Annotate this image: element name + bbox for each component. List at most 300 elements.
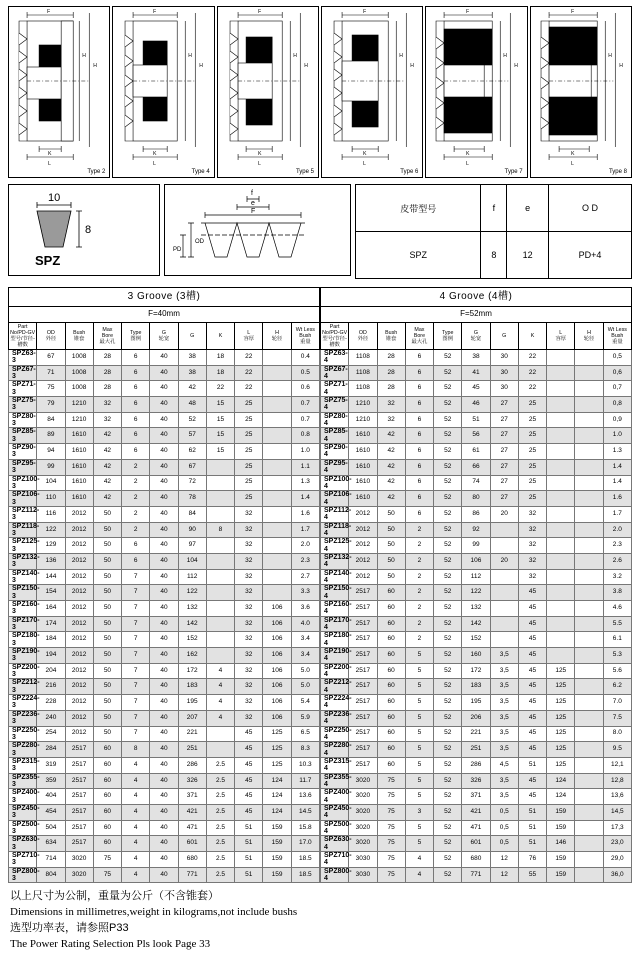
cell-r11-c8: 32 — [235, 522, 263, 538]
cell-r7-c1: 99 — [37, 459, 65, 475]
cell-r21-c0: SPZ212-4 — [321, 679, 349, 695]
cell-r20-c10: 5.6 — [603, 663, 631, 679]
cell-r22-c9: 106 — [263, 695, 291, 711]
svg-text:L: L — [257, 161, 261, 167]
cell-r26-c6: 286 — [178, 757, 206, 773]
cell-r30-c2: 75 — [377, 820, 405, 836]
cell-r0-c4: 52 — [434, 350, 462, 366]
cell-r4-c5: 51 — [462, 412, 490, 428]
cell-r17-c0: SPZ170-4 — [321, 616, 349, 632]
cell-r13-c7: 32 — [518, 553, 546, 569]
cell-r13-c2: 2012 — [65, 553, 93, 569]
cell-r33-c2: 75 — [377, 867, 405, 883]
cell-r11-c7: 8 — [206, 522, 234, 538]
cell-r32-c0: SPZ710-3 — [9, 852, 37, 868]
cell-r17-c4: 7 — [122, 616, 150, 632]
cell-r19-c5: 160 — [462, 648, 490, 664]
cell-r23-c0: SPZ236-4 — [321, 710, 349, 726]
cell-r31-c4: 4 — [122, 836, 150, 852]
cell-r30-c3: 5 — [405, 820, 433, 836]
cell-r8-c5: 74 — [462, 475, 490, 491]
cell-r20-c7: 45 — [518, 663, 546, 679]
cell-r20-c9: 106 — [263, 663, 291, 679]
cell-r26-c1: 319 — [37, 757, 65, 773]
cell-r21-c1: 216 — [37, 679, 65, 695]
cell-r4-c9 — [263, 412, 291, 428]
cell-r6-c4: 52 — [434, 444, 462, 460]
table-row — [321, 444, 632, 460]
cell-r27-c5: 326 — [462, 773, 490, 789]
cell-r10-c7 — [206, 506, 234, 522]
cell-r29-c7: 2.5 — [206, 804, 234, 820]
mini-header-e: e — [507, 185, 549, 232]
cell-r21-c5: 183 — [462, 679, 490, 695]
cell-r13-c10: 2.3 — [291, 553, 319, 569]
table-row — [321, 616, 632, 632]
cell-r22-c4: 7 — [122, 695, 150, 711]
cell-r12-c10: 2.3 — [603, 538, 631, 554]
cell-r16-c6 — [490, 601, 518, 617]
column-header-10: Wt Less Bush 重量 — [603, 323, 631, 350]
cell-r16-c10: 4.6 — [603, 601, 631, 617]
table-row — [321, 710, 632, 726]
cell-r31-c5: 40 — [150, 836, 178, 852]
svg-text:10: 10 — [48, 192, 61, 204]
cell-r4-c5: 40 — [150, 412, 178, 428]
cell-r1-c7: 22 — [518, 365, 546, 381]
svg-text:K: K — [48, 151, 52, 157]
cell-r14-c3: 50 — [93, 569, 121, 585]
cell-r33-c0: SPZ800-4 — [321, 867, 349, 883]
belt-dimension-table — [355, 184, 632, 279]
cell-r15-c5: 122 — [462, 585, 490, 601]
cell-r3-c6: 27 — [490, 397, 518, 413]
cell-r11-c2: 2012 — [65, 522, 93, 538]
cell-r18-c6 — [490, 632, 518, 648]
mini-header-od: O D — [549, 185, 632, 232]
svg-text:PD: PD — [173, 247, 182, 253]
cell-r21-c9: 106 — [263, 679, 291, 695]
cell-r9-c2: 42 — [377, 491, 405, 507]
svg-text:L: L — [48, 161, 51, 167]
cell-r2-c3: 6 — [405, 381, 433, 397]
table-title-row — [9, 288, 320, 307]
cell-r31-c1: 3020 — [349, 836, 377, 852]
cell-r1-c10: 0.5 — [291, 365, 319, 381]
cell-r20-c5: 40 — [150, 663, 178, 679]
cell-r29-c0: SPZ450-3 — [9, 804, 37, 820]
cell-r15-c10: 3.8 — [603, 585, 631, 601]
svg-text:K: K — [363, 151, 367, 157]
cell-r33-c1: 804 — [37, 867, 65, 883]
cell-r10-c9 — [263, 506, 291, 522]
cell-r2-c0: SPZ71-3 — [9, 381, 37, 397]
cell-r24-c6: 221 — [178, 726, 206, 742]
cell-r31-c9: 159 — [263, 836, 291, 852]
cell-r29-c3: 3 — [405, 804, 433, 820]
cell-r1-c1: 1108 — [349, 365, 377, 381]
cell-r1-c8: 22 — [235, 365, 263, 381]
mini-table-row — [356, 232, 632, 279]
cell-r27-c5: 40 — [150, 773, 178, 789]
column-header-7: K — [518, 323, 546, 350]
cell-r20-c4: 7 — [122, 663, 150, 679]
cell-r0-c7: 18 — [206, 350, 234, 366]
cell-r7-c3: 6 — [405, 459, 433, 475]
table-row — [321, 412, 632, 428]
cell-r17-c2: 2012 — [65, 616, 93, 632]
table-subtitle: F=52mm — [321, 307, 632, 323]
cell-r0-c5: 38 — [462, 350, 490, 366]
cell-r22-c7: 45 — [518, 695, 546, 711]
groove-profile-diagram — [164, 184, 351, 276]
cell-r23-c9: 106 — [263, 710, 291, 726]
cell-r21-c5: 40 — [150, 679, 178, 695]
cell-r28-c2: 75 — [377, 789, 405, 805]
cell-r25-c8: 45 — [235, 742, 263, 758]
cell-r10-c1: 116 — [37, 506, 65, 522]
cell-r25-c10: 9.5 — [603, 742, 631, 758]
cell-r11-c0: SPZ118-4 — [321, 522, 349, 538]
cell-r2-c0: SPZ71-4 — [321, 381, 349, 397]
cell-r8-c1: 104 — [37, 475, 65, 491]
cell-r13-c10: 2.6 — [603, 553, 631, 569]
cell-r30-c0: SPZ500-4 — [321, 820, 349, 836]
mini-table-header-row — [356, 185, 632, 232]
table-row — [9, 616, 320, 632]
cell-r2-c1: 75 — [37, 381, 65, 397]
cell-r19-c7 — [206, 648, 234, 664]
cell-r6-c6: 27 — [490, 444, 518, 460]
pulley-diagram-type7 — [425, 6, 527, 178]
cell-r26-c2: 2517 — [65, 757, 93, 773]
cell-r22-c8: 32 — [235, 695, 263, 711]
cell-r19-c6: 162 — [178, 648, 206, 664]
cell-r4-c6: 52 — [178, 412, 206, 428]
table-3-groove-wrapper — [8, 287, 320, 883]
column-header-3: Max Bore 最大孔 — [405, 323, 433, 350]
cell-r17-c3: 2 — [405, 616, 433, 632]
cell-r7-c6: 67 — [178, 459, 206, 475]
cell-r19-c1: 2517 — [349, 648, 377, 664]
cell-r22-c1: 2517 — [349, 695, 377, 711]
svg-text:K: K — [257, 151, 262, 157]
cell-r16-c2: 2012 — [65, 601, 93, 617]
column-header-9: H 轮径 — [263, 323, 291, 350]
cell-r23-c2: 2012 — [65, 710, 93, 726]
cell-r31-c2: 75 — [377, 836, 405, 852]
cell-r31-c2: 2517 — [65, 836, 93, 852]
cell-r19-c10: 5.3 — [603, 648, 631, 664]
cell-r33-c2: 3020 — [65, 867, 93, 883]
cell-r32-c6: 12 — [490, 852, 518, 868]
cell-r0-c2: 1008 — [65, 350, 93, 366]
cell-r10-c5: 40 — [150, 506, 178, 522]
cell-r4-c1: 1210 — [349, 412, 377, 428]
cell-r30-c9 — [575, 820, 603, 836]
cell-r24-c4: 52 — [434, 726, 462, 742]
cell-r9-c4: 52 — [434, 491, 462, 507]
cell-r9-c9 — [263, 491, 291, 507]
cell-r10-c2: 2012 — [65, 506, 93, 522]
cell-r7-c8: 25 — [235, 459, 263, 475]
cell-r1-c0: SPZ67-3 — [9, 365, 37, 381]
cell-r32-c9: 159 — [263, 852, 291, 868]
cell-r21-c1: 2517 — [349, 679, 377, 695]
cell-r16-c5: 132 — [462, 601, 490, 617]
cell-r14-c7 — [206, 569, 234, 585]
cell-r14-c6 — [490, 569, 518, 585]
cell-r29-c9: 124 — [263, 804, 291, 820]
mini-cell-f: 8 — [481, 232, 507, 279]
cell-r23-c3: 50 — [93, 710, 121, 726]
svg-text:L: L — [466, 161, 470, 167]
cell-r8-c10: 1.4 — [603, 475, 631, 491]
cell-r25-c6: 3,5 — [490, 742, 518, 758]
cell-r17-c5: 142 — [462, 616, 490, 632]
cell-r11-c9 — [575, 522, 603, 538]
cell-r22-c0: SPZ224-4 — [321, 695, 349, 711]
cell-r31-c6: 0,5 — [490, 836, 518, 852]
table-row — [9, 773, 320, 789]
cell-r32-c3: 75 — [93, 852, 121, 868]
cell-r22-c6: 3,5 — [490, 695, 518, 711]
table-4-groove — [320, 287, 632, 883]
cell-r18-c6: 152 — [178, 632, 206, 648]
cell-r14-c0: SPZ140-3 — [9, 569, 37, 585]
cell-r6-c2: 1610 — [65, 444, 93, 460]
cell-r7-c9 — [263, 459, 291, 475]
cell-r13-c6: 104 — [178, 553, 206, 569]
cell-r33-c7: 55 — [518, 867, 546, 883]
cell-r14-c4: 52 — [434, 569, 462, 585]
cell-r12-c9 — [263, 538, 291, 554]
cell-r3-c8: 25 — [235, 397, 263, 413]
column-header-9: H 轮径 — [575, 323, 603, 350]
cell-r9-c4: 2 — [122, 491, 150, 507]
table-row — [321, 757, 632, 773]
mini-header-belt-type: 皮带型号 — [356, 185, 481, 232]
cell-r8-c3: 6 — [405, 475, 433, 491]
cell-r14-c2: 2012 — [65, 569, 93, 585]
cell-r13-c0: SPZ132-4 — [321, 553, 349, 569]
cell-r12-c1: 129 — [37, 538, 65, 554]
cell-r2-c4: 6 — [122, 381, 150, 397]
cell-r5-c9 — [263, 428, 291, 444]
cell-r8-c8: 25 — [235, 475, 263, 491]
cell-r29-c1: 3020 — [349, 804, 377, 820]
cell-r17-c10: 5.5 — [603, 616, 631, 632]
cell-r15-c7 — [206, 585, 234, 601]
cell-r12-c3: 50 — [93, 538, 121, 554]
note-line-3: 选型功率表，请参照P33 — [10, 922, 129, 935]
table-row — [9, 538, 320, 554]
cell-r27-c4: 52 — [434, 773, 462, 789]
cell-r1-c3: 28 — [93, 365, 121, 381]
cell-r3-c5: 46 — [462, 397, 490, 413]
cell-r5-c1: 1610 — [349, 428, 377, 444]
cell-r11-c10: 2.0 — [603, 522, 631, 538]
column-header-8: L 容厚 — [235, 323, 263, 350]
cell-r0-c3: 6 — [405, 350, 433, 366]
cell-r2-c10: 0,7 — [603, 381, 631, 397]
cell-r16-c4: 7 — [122, 601, 150, 617]
cell-r27-c8: 45 — [235, 773, 263, 789]
cell-r1-c0: SPZ67-4 — [321, 365, 349, 381]
cell-r19-c10: 3.4 — [291, 648, 319, 664]
cell-r20-c3: 50 — [93, 663, 121, 679]
cell-r32-c10: 29,0 — [603, 852, 631, 868]
diagram-label: Type 7 — [504, 169, 523, 175]
cell-r5-c9 — [575, 428, 603, 444]
cell-r18-c8 — [547, 632, 575, 648]
cell-r26-c5: 286 — [462, 757, 490, 773]
cell-r20-c6: 172 — [178, 663, 206, 679]
cell-r23-c8: 125 — [547, 710, 575, 726]
cell-r8-c6: 27 — [490, 475, 518, 491]
cell-r6-c0: SPZ90-3 — [9, 444, 37, 460]
table-row — [9, 726, 320, 742]
cell-r27-c2: 2517 — [65, 773, 93, 789]
cell-r3-c2: 1210 — [65, 397, 93, 413]
cell-r20-c7: 4 — [206, 663, 234, 679]
cell-r30-c1: 504 — [37, 820, 65, 836]
cell-r15-c3: 2 — [405, 585, 433, 601]
cell-r31-c10: 17.0 — [291, 836, 319, 852]
cell-r0-c8 — [547, 350, 575, 366]
cell-r10-c0: SPZ112-4 — [321, 506, 349, 522]
column-header-0: Part No/PD-GV 型号/节径-槽数 — [322, 323, 348, 349]
cell-r17-c7: 45 — [518, 616, 546, 632]
cell-r31-c7: 2.5 — [206, 836, 234, 852]
cell-r7-c2: 42 — [377, 459, 405, 475]
cell-r21-c3: 50 — [93, 679, 121, 695]
cell-r19-c1: 194 — [37, 648, 65, 664]
cell-r2-c2: 28 — [377, 381, 405, 397]
cell-r6-c5: 40 — [150, 444, 178, 460]
cell-r16-c10: 3.6 — [291, 601, 319, 617]
cell-r9-c5: 40 — [150, 491, 178, 507]
pulley-diagram-type6 — [321, 6, 423, 178]
cell-r0-c1: 1108 — [349, 350, 377, 366]
cell-r18-c4: 7 — [122, 632, 150, 648]
cell-r30-c8: 159 — [547, 820, 575, 836]
cell-r3-c10: 0.7 — [291, 397, 319, 413]
cell-r14-c5: 112 — [462, 569, 490, 585]
cell-r26-c10: 12,1 — [603, 757, 631, 773]
cell-r25-c9 — [575, 742, 603, 758]
cell-r9-c7 — [206, 491, 234, 507]
cell-r24-c5: 221 — [462, 726, 490, 742]
column-header-1: OD 外径 — [349, 323, 377, 350]
cell-r31-c7: 51 — [518, 836, 546, 852]
cell-r15-c8 — [547, 585, 575, 601]
cell-r10-c7: 32 — [518, 506, 546, 522]
cell-r21-c10: 6.2 — [603, 679, 631, 695]
cell-r8-c7 — [206, 475, 234, 491]
cell-r28-c10: 13,6 — [603, 789, 631, 805]
cell-r28-c2: 2517 — [65, 789, 93, 805]
cell-r21-c10: 5.0 — [291, 679, 319, 695]
cell-r9-c10: 1.6 — [603, 491, 631, 507]
cell-r28-c10: 13.6 — [291, 789, 319, 805]
table-row — [9, 695, 320, 711]
cell-r18-c3: 2 — [405, 632, 433, 648]
cell-r24-c7: 45 — [518, 726, 546, 742]
cell-r33-c1: 3030 — [349, 867, 377, 883]
column-header-5: G 轮宽 — [150, 323, 178, 350]
cell-r17-c3: 50 — [93, 616, 121, 632]
cell-r16-c4: 52 — [434, 601, 462, 617]
cell-r29-c10: 14,5 — [603, 804, 631, 820]
svg-text:H: H — [82, 53, 86, 59]
cell-r28-c1: 3020 — [349, 789, 377, 805]
cell-r6-c7: 25 — [518, 444, 546, 460]
cell-r8-c7: 25 — [518, 475, 546, 491]
cell-r14-c10: 2.7 — [291, 569, 319, 585]
cell-r7-c7: 25 — [518, 459, 546, 475]
cell-r28-c7: 2.5 — [206, 789, 234, 805]
diagram-label: Type 2 — [87, 169, 106, 175]
svg-text:K: K — [466, 151, 470, 157]
cell-r8-c1: 1610 — [349, 475, 377, 491]
cell-r1-c3: 6 — [405, 365, 433, 381]
table-row — [9, 381, 320, 397]
cell-r24-c8: 45 — [235, 726, 263, 742]
cell-r17-c9 — [575, 616, 603, 632]
cell-r5-c2: 42 — [377, 428, 405, 444]
cell-r27-c7: 45 — [518, 773, 546, 789]
cell-r6-c6: 62 — [178, 444, 206, 460]
cell-r9-c8: 25 — [235, 491, 263, 507]
cell-r18-c5: 40 — [150, 632, 178, 648]
cell-r31-c9 — [575, 836, 603, 852]
cell-r23-c2: 60 — [377, 710, 405, 726]
cell-r6-c1: 1610 — [349, 444, 377, 460]
cell-r9-c6: 27 — [490, 491, 518, 507]
cell-r3-c1: 79 — [37, 397, 65, 413]
cell-r15-c3: 50 — [93, 585, 121, 601]
cell-r5-c4: 52 — [434, 428, 462, 444]
cell-r31-c8: 51 — [235, 836, 263, 852]
cell-r24-c1: 254 — [37, 726, 65, 742]
cell-r12-c2: 50 — [377, 538, 405, 554]
cell-r4-c2: 1210 — [65, 412, 93, 428]
cell-r3-c3: 32 — [93, 397, 121, 413]
cell-r24-c2: 2012 — [65, 726, 93, 742]
cell-r6-c2: 42 — [377, 444, 405, 460]
cell-r14-c4: 7 — [122, 569, 150, 585]
svg-text:K: K — [570, 151, 575, 157]
cell-r24-c10: 6.5 — [291, 726, 319, 742]
cell-r23-c6: 207 — [178, 710, 206, 726]
cell-r15-c9 — [575, 585, 603, 601]
svg-text:H: H — [410, 63, 414, 69]
cell-r29-c8: 45 — [235, 804, 263, 820]
svg-text:F: F — [153, 9, 157, 15]
table-row — [321, 459, 632, 475]
cell-r15-c2: 2012 — [65, 585, 93, 601]
cell-r32-c6: 680 — [178, 852, 206, 868]
cell-r10-c2: 50 — [377, 506, 405, 522]
cell-r15-c0: SPZ150-4 — [321, 585, 349, 601]
cell-r26-c1: 2517 — [349, 757, 377, 773]
table-row — [321, 475, 632, 491]
cell-r4-c7: 25 — [518, 412, 546, 428]
cell-r15-c10: 3.3 — [291, 585, 319, 601]
cell-r24-c9 — [575, 726, 603, 742]
cell-r22-c8: 125 — [547, 695, 575, 711]
